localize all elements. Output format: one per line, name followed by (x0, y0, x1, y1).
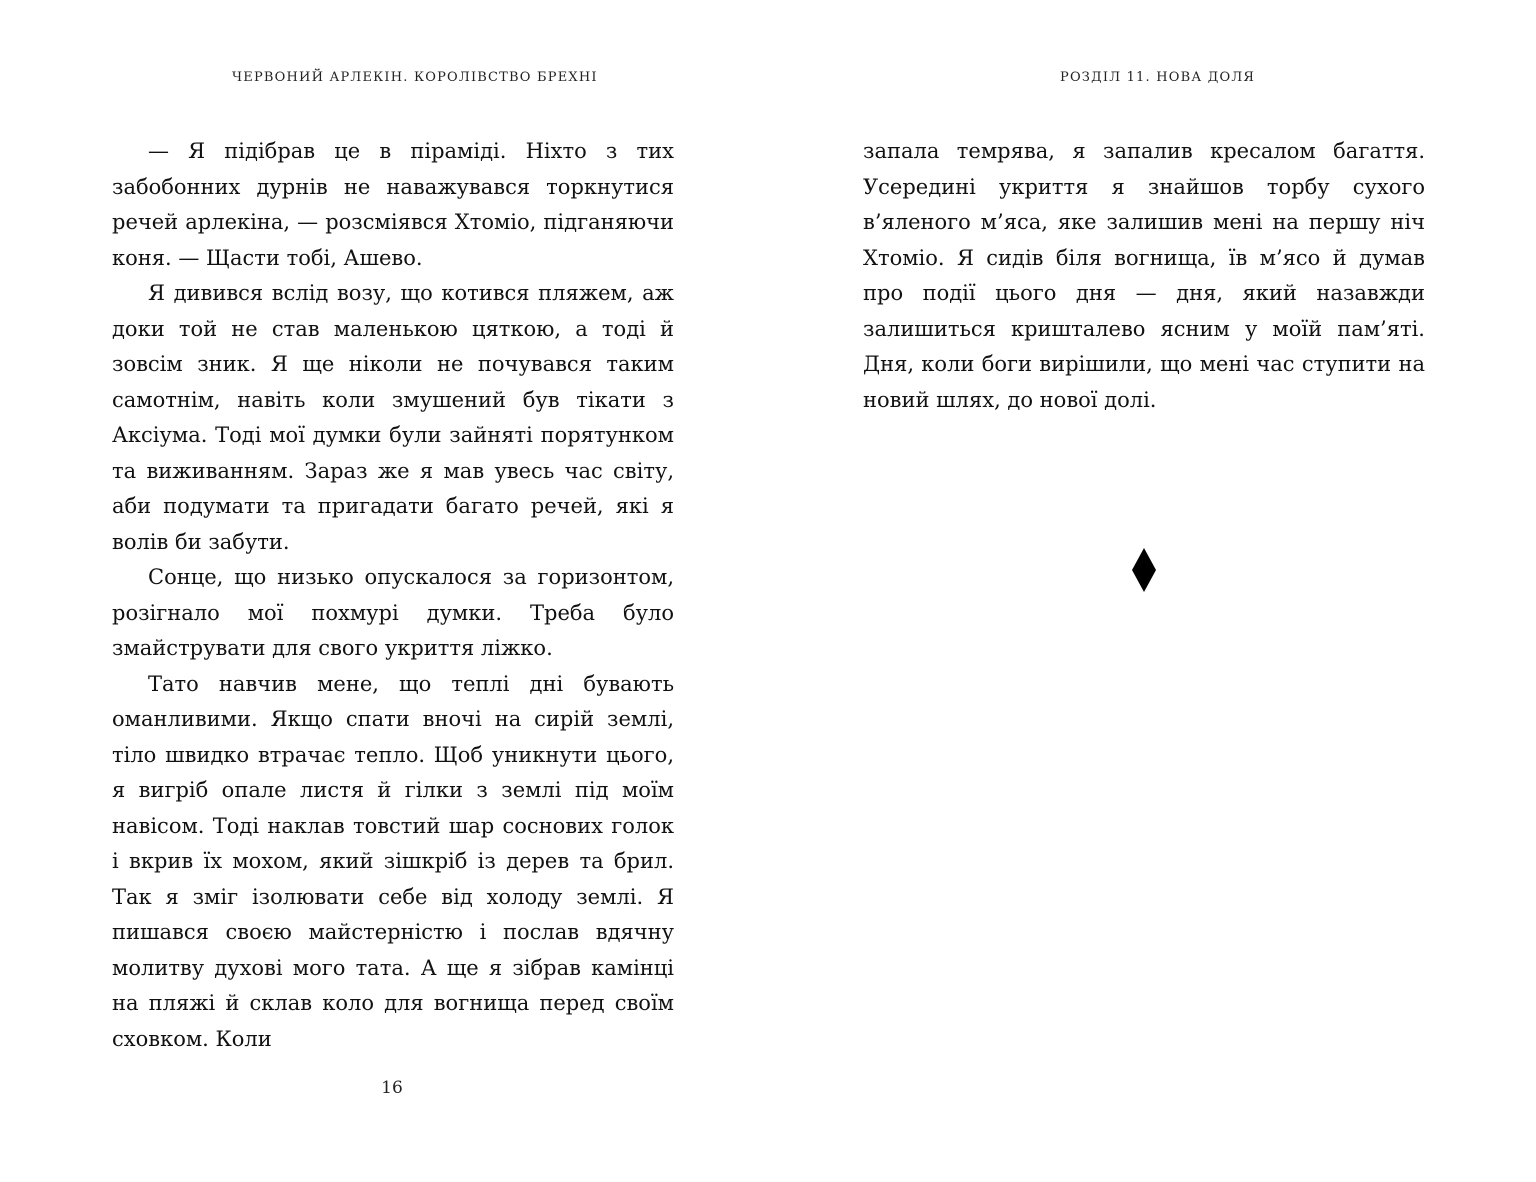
running-head-book-title: ЧЕРВОНИЙ АРЛЕКІН. КОРОЛІВСТВО БРЕХНІ (232, 70, 598, 85)
paragraph: Тато навчив мене, що теплі дні бувають оманливими. Якщо спати вночі на сирій землі, тіло швидко втрачає тепло. Щоб уникнути цього, я вигріб опале листя й гілки з землі під моїм навісом. Тоді наклав товстий шар соснових голок і вкрив їх мохом, який зішкріб із дерев та брил. Так я зміг ізолювати себе від холоду землі. Я пишався своєю майстерністю і послав вдячну молитву духові мого тата. А ще я зібрав камінці на пляжі й склав коло для вогнища перед своїм сховком. Коли (112, 671, 674, 1051)
left-page-text (112, 134, 674, 1057)
paragraph: Я дивився вслід возу, що котився пляжем, аж доки той не став маленькою цяткою, а тоді й зовсім зник. Я ще ніколи не почувався таким самотнім, навіть коли змушений був тікати з Аксіума. Тоді мої думки були зайняті порятунком та виживанням. Зараз же я мав увесь час світу, аби подумати та пригадати багато речей, які я волів би забути. (112, 281, 674, 554)
running-head-chapter-title: РОЗДІЛ 11. НОВА ДОЛЯ (1060, 70, 1256, 85)
right-page-text (863, 134, 1425, 418)
diamond-ornament-icon (1132, 548, 1156, 592)
paragraph: запала темрява, я запалив кресалом багаття. Усередині укриття я знайшов торбу сухого в’яленого м’яса, яке залишив мені на першу ніч Хтоміо. Я сидів біля вогнища, їв м’ясо й думав про події цього дня — дня, який назавжди залишиться кришталево ясним у моїй пам’яті. Дня, коли боги вирішили, що мені час ступити на новий шлях, до нової долі. (863, 139, 1425, 412)
right-page (768, 0, 1536, 1182)
page-number: 16 (381, 1078, 403, 1098)
paragraph: — Я підібрав це в піраміді. Ніхто з тих забобонних дурнів не наважувався торкнутися речей арлекіна, — розсміявся Хтоміо, підганяючи коня. — Щасти тобі, Ашево. (112, 139, 674, 270)
diamond-ornament-shape (1132, 548, 1156, 592)
paragraph: Сонце, що низько опускалося за горизонтом, розігнало мої похмурі думки. Треба було змайструвати для свого укриття ліжко. (112, 565, 674, 660)
